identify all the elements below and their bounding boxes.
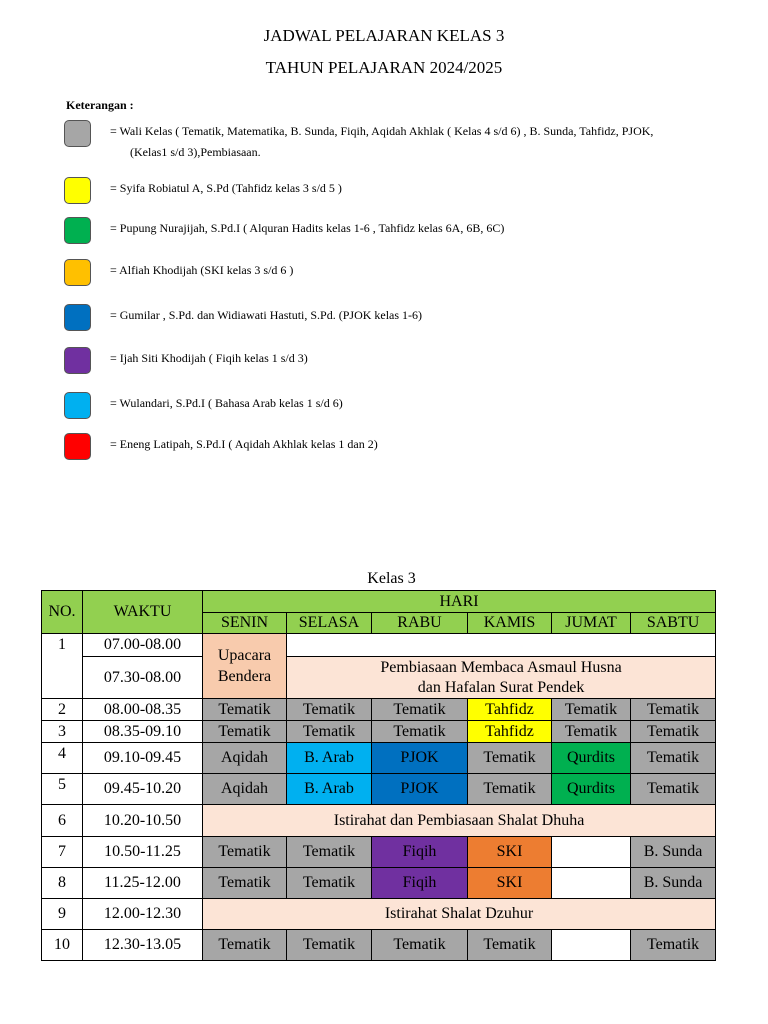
lesson-cell: Aqidah [203,774,287,805]
row-no: 9 [42,899,83,930]
legend-swatch-green [64,217,91,244]
row-time: 12.00-12.30 [83,899,203,930]
day-header: RABU [372,613,468,634]
upacara-line1: Upacara [217,647,272,664]
lesson-cell: B. Sunda [631,868,716,899]
row-no: 2 [42,699,83,721]
lesson-cell: Tematik [287,699,372,721]
legend-text: = Wali Kelas ( Tematik, Matematika, B. Sunda, Fiqih, Aqidah Akhlak ( Kelas 4 s/d 6) , B. Sunda, Tahfidz, PJOK, [110,124,654,138]
lesson-cell-empty [552,868,631,899]
legend-label: Keterangan : [66,98,134,112]
lesson-cell-empty [552,837,631,868]
legend-text: = Syifa Robiatul A, S.Pd (Tahfidz kelas 3 s/d 5 ) [110,181,342,195]
row-time: 09.45-10.20 [83,774,203,805]
lesson-cell: Tematik [372,699,468,721]
row-time: 08.00-08.35 [83,699,203,721]
day-header: KAMIS [468,613,552,634]
document-title: JADWAL PELAJARAN KELAS 3 [263,26,505,45]
lesson-cell: Tematik [372,930,468,961]
day-header: JUMAT [552,613,631,634]
lesson-cell-empty [552,930,631,961]
lesson-cell: B. Arab [287,774,372,805]
row-time: 09.10-09.45 [83,743,203,774]
lesson-cell: Tematik [287,930,372,961]
lesson-cell: Tematik [203,930,287,961]
row-no: 5 [42,774,83,805]
lesson-cell: B. Sunda [631,837,716,868]
lesson-cell: SKI [468,837,552,868]
lesson-cell: Fiqih [372,868,468,899]
row-no: 3 [42,721,83,743]
legend-text: = Ijah Siti Khodijah ( Fiqih kelas 1 s/d 3) [110,351,308,365]
row-no: 6 [42,805,83,837]
lesson-cell: Tematik [631,699,716,721]
lesson-cell: Tematik [552,721,631,743]
legend-text: = Wulandari, S.Pd.I ( Bahasa Arab kelas 1 s/d 6) [110,396,343,410]
legend-text: = Alfiah Khodijah (SKI kelas 3 s/d 6 ) [110,263,294,277]
pembiasaan-line2: dan Hafalan Surat Pendek [417,678,585,696]
legend-text: = Eneng Latipah, S.Pd.I ( Aqidah Akhlak kelas 1 dan 2) [110,437,378,451]
header-hari: HARI [203,591,716,613]
row-time: 11.25-12.00 [83,868,203,899]
lesson-cell: Qurdits [552,743,631,774]
lesson-cell: Tematik [552,699,631,721]
lesson-cell: Tematik [468,930,552,961]
lesson-cell: SKI [468,868,552,899]
row-no: 1 [42,634,83,699]
day-header: SENIN [203,613,287,634]
legend-swatch-purple [64,347,91,374]
lesson-cell: Tahfidz [468,699,552,721]
lesson-cell: Tematik [203,868,287,899]
row-time: 07.30-08.00 [83,657,203,699]
lesson-cell: Qurdits [552,774,631,805]
header-no: NO. [42,591,83,634]
upacara-line2: Bendera [217,668,272,685]
lesson-cell: Tematik [631,721,716,743]
lesson-cell: Tematik [287,837,372,868]
legend-text-continued: (Kelas1 s/d 3),Pembiasaan. [130,145,261,159]
break-dzuhur: Istirahat Shalat Dzuhur [203,899,716,930]
row-time: 10.20-10.50 [83,805,203,837]
lesson-cell: Tematik [203,837,287,868]
day-header: SELASA [287,613,372,634]
row-no: 10 [42,930,83,961]
lesson-cell: Tematik [287,721,372,743]
legend-swatch-yellow [64,177,91,204]
legend-text: = Pupung Nurajijah, S.Pd.I ( Alquran Hadits kelas 1-6 , Tahfidz kelas 6A, 6B, 6C) [110,221,505,235]
upacara-cell [203,634,287,699]
legend-swatch-grey [64,120,91,147]
header-waktu: WAKTU [83,591,203,634]
pembiasaan-line1: Pembiasaan Membaca Asmaul Husna [380,658,622,676]
legend-swatch-cyan [64,392,91,419]
lesson-cell: B. Arab [287,743,372,774]
schedule-table [41,590,716,961]
lesson-cell: Tematik [631,774,716,805]
legend-swatch-blue [64,304,91,331]
lesson-cell: Tematik [468,743,552,774]
legend-text: = Gumilar , S.Pd. dan Widiawati Hastuti, S.Pd. (PJOK kelas 1-6) [110,308,423,322]
lesson-cell: Aqidah [203,743,287,774]
lesson-cell: Fiqih [372,837,468,868]
lesson-cell: Tematik [203,721,287,743]
row-time: 08.35-09.10 [83,721,203,743]
row-time: 10.50-11.25 [83,837,203,868]
lesson-cell: Tahfidz [468,721,552,743]
row-no: 8 [42,868,83,899]
lesson-cell: Tematik [203,699,287,721]
lesson-cell: PJOK [372,774,468,805]
lesson-cell: Tematik [631,743,716,774]
lesson-cell: Tematik [631,930,716,961]
break-dhuha: Istirahat dan Pembiasaan Shalat Dhuha [203,805,716,837]
row-no: 7 [42,837,83,868]
day-header: SABTU [631,613,716,634]
lesson-cell: Tematik [372,721,468,743]
pembiasaan-cell [287,657,716,699]
class-title: Kelas 3 [367,570,416,587]
legend-swatch-red [64,433,91,460]
lesson-cell: Tematik [287,868,372,899]
document-subtitle: TAHUN PELAJARAN 2024/2025 [265,58,503,77]
legend-swatch-orange [64,259,91,286]
empty-cell [287,634,716,657]
row-time: 07.00-08.00 [83,634,203,657]
row-time: 12.30-13.05 [83,930,203,961]
lesson-cell: PJOK [372,743,468,774]
row-no: 4 [42,743,83,774]
lesson-cell: Tematik [468,774,552,805]
